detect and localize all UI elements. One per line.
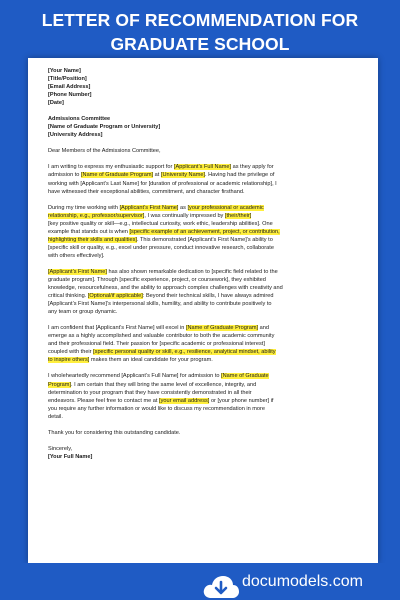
highlighted-placeholder: [Applicant’s First Name] (119, 204, 179, 211)
p4-line: emerge as a highly accomplished and valuable contributor to both the academic community (48, 333, 275, 340)
sender-email: [Email Address] (48, 84, 91, 91)
p3-line (48, 292, 368, 300)
text: I wholeheartedly recommend [Applicant’s Full Name] for admission to (48, 373, 222, 380)
paragraph-3 (48, 268, 368, 316)
highlighted-placeholder: [Name of Graduate Program] (80, 172, 154, 179)
highlighted-placeholder: highlighting their skills and qualities] (48, 236, 137, 243)
text: : Beyond their technical skills, I have always admired (142, 293, 274, 300)
p5-line (48, 372, 368, 380)
highlighted-placeholder: relationship, e.g., professor/supervisor] (48, 212, 145, 219)
p3-line: [Applicant’s First Name]’s interpersonal skills, humility, and ability to contribute positively to (48, 301, 272, 308)
p1-line: have witnessed their exceptional abilities, commitment, and character firsthand. (48, 188, 245, 195)
highlighted-placeholder: [Applicant’s First Name] (48, 268, 107, 275)
header-banner (0, 0, 400, 64)
page-title: LETTER OF RECOMMENDATION FOR GRADUATE SCHOOL (41, 10, 359, 54)
p2-line (48, 228, 368, 236)
sender-phone: [Phone Number] (48, 92, 92, 99)
text: makes them an ideal candidate for your program. (89, 357, 213, 364)
signature-name: [Your Full Name] (48, 453, 93, 460)
p3-line: graduate program]. Through [specific experience, project, or coursework], they exhibited (48, 276, 266, 283)
p2-line: [key positive quality or skill—e.g., intellectual curiosity, work ethic, leadership abilities]. One (48, 220, 273, 227)
text: at (153, 172, 161, 179)
signature-block (48, 445, 368, 461)
highlighted-placeholder: [specific example of an achievement, project, or contribution, (129, 228, 280, 235)
recipient-block (48, 115, 368, 139)
p5-line (48, 381, 368, 389)
paragraph-5 (48, 372, 368, 420)
text: as (178, 204, 188, 211)
text: or [your phone number] if (209, 397, 274, 404)
salutation (48, 147, 368, 155)
letter-document (28, 58, 378, 563)
highlighted-placeholder: Program] (48, 381, 72, 388)
text: I am writing to express my enthusiastic support for (48, 164, 174, 171)
paragraph-4 (48, 324, 368, 364)
paragraph-2 (48, 204, 368, 260)
sender-name: [Your Name] (48, 68, 81, 74)
text: and (258, 325, 269, 332)
salutation-text: Dear Members of the Admissions Committee, (48, 148, 161, 155)
p2-line: [specific skill or quality, e.g., excel under pressure, conduct innovative research, collaborate (48, 244, 274, 251)
footer-bar (0, 563, 400, 600)
text: . Having had the privilege of (205, 172, 275, 179)
p2-line: with others effectively]. (48, 252, 105, 259)
p1-line (48, 163, 368, 171)
p3-line: any team or group dynamic. (48, 309, 118, 316)
text: I am confident that [Applicant’s First Name] will excel in (48, 325, 186, 332)
recipient-program: [Name of Graduate Program or University] (48, 124, 161, 131)
p4-line (48, 356, 368, 364)
highlighted-placeholder: [Optional/if applicable] (87, 293, 143, 300)
p5-line: determination to your program that they have consistently demonstrated in all their (48, 389, 252, 396)
sender-block (48, 67, 368, 107)
letter-content (48, 67, 368, 469)
text: example that stands out is when (48, 228, 130, 235)
p3-line: knowledge, resourcefulness, and the ability to approach complex challenges with creativity and (48, 285, 283, 292)
highlighted-placeholder: [University Name] (160, 172, 206, 179)
text: . This demonstrated [Applicant’s First Name]’s ability to (136, 236, 273, 243)
recipient-address: [University Address] (48, 132, 103, 139)
sender-date: [Date] (48, 100, 64, 107)
p5-line: you require any further information or would like to discuss my recommendation in more (48, 405, 266, 412)
p4-line (48, 348, 368, 356)
recipient-committee: Admissions Committee (48, 116, 111, 123)
highlighted-placeholder: [your professional or academic (187, 204, 264, 211)
p1-line (48, 171, 368, 179)
p4-line (48, 324, 368, 332)
p5-line: detail. (48, 413, 63, 420)
text: , I was continually impressed by (144, 212, 225, 219)
p4-line: and their professional field. Their passion for [specific academic or professional interest] (48, 341, 265, 348)
highlighted-placeholder: to inspire others] (48, 357, 90, 364)
highlighted-placeholder: [Applicant’s Full Name] (173, 164, 232, 171)
brand-link[interactable]: documodels.com (242, 573, 363, 590)
text: . I am certain that they will bring the same level of excellence, integrity, and (71, 381, 257, 388)
text: coupled with their (48, 349, 94, 356)
paragraph-1 (48, 163, 368, 195)
text: During my time working with (48, 204, 120, 211)
highlighted-placeholder: [their/their] (224, 212, 252, 219)
p3-line (48, 268, 368, 276)
highlighted-placeholder: [your email address] (159, 397, 210, 404)
p2-line (48, 236, 368, 244)
text: as they apply for (231, 164, 274, 171)
text: critical thinking. (48, 293, 88, 300)
closing-thanks (48, 429, 368, 437)
cloud-download-icon[interactable] (202, 571, 240, 600)
signoff: Sincerely, (48, 445, 73, 452)
p1-line: working with [Applicant’s Last Name] for [duration of professional or academic relationship], I (48, 180, 277, 187)
highlighted-placeholder: [specific personal quality or skill, e.g., resilience, analytical mindset, ability (93, 349, 276, 356)
highlighted-placeholder: [Name of Graduate (221, 373, 269, 380)
text: has also shown remarkable dedication to [specific field related to the (106, 268, 278, 275)
text: endeavors. Please feel free to contact me at (48, 397, 160, 404)
sender-title: [Title/Position] (48, 76, 87, 83)
closing-thanks-text: Thank you for considering this outstanding candidate. (48, 429, 181, 436)
p5-line (48, 397, 368, 405)
highlighted-placeholder: [Name of Graduate Program] (185, 325, 259, 332)
p2-line (48, 212, 368, 220)
text: admission to (48, 172, 81, 179)
p2-line (48, 204, 368, 212)
